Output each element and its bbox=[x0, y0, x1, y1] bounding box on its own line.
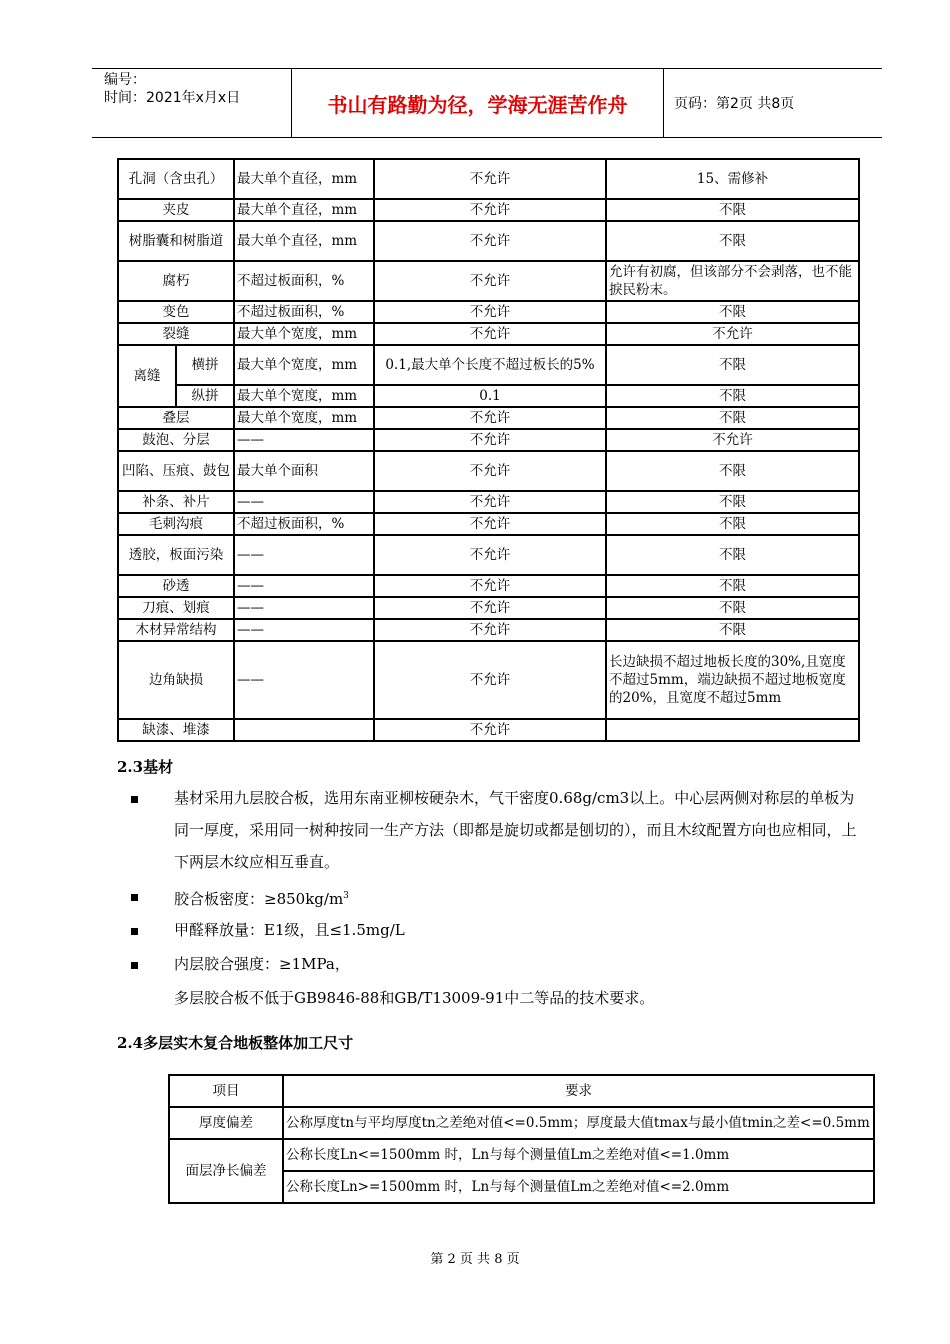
table-cell: 不允许 bbox=[374, 535, 606, 575]
table-cell: 不限 bbox=[606, 513, 859, 535]
table-row bbox=[169, 1139, 874, 1171]
table-cell: 不限 bbox=[606, 199, 859, 221]
table-cell: 不允许 bbox=[374, 199, 606, 221]
table-cell: 最大单个宽度，mm bbox=[234, 323, 374, 345]
table-cell: 长边缺损不超过地板长度的30%,且宽度不超过5mm，端边缺损不超过地板宽度的20%，且宽度不超过5mm bbox=[606, 641, 859, 719]
table-cell: 最大单个宽度，mm bbox=[234, 345, 374, 385]
table-cell: 面层净长偏差 bbox=[169, 1139, 283, 1203]
table-cell: —— bbox=[234, 535, 374, 575]
section-2-3-title: 2.3基材 bbox=[117, 758, 174, 776]
table-row bbox=[118, 261, 859, 301]
table-cell: 不允许 bbox=[374, 159, 606, 199]
defects-table bbox=[117, 158, 860, 742]
table-cell: 边角缺损 bbox=[118, 641, 234, 719]
table-row bbox=[118, 491, 859, 513]
table-cell: —— bbox=[234, 429, 374, 451]
table-cell: 公称长度Ln>=1500mm 时，Ln与每个测量值Lm之差绝对值<=2.0mm bbox=[283, 1171, 874, 1203]
table-cell: 最大单个直径，mm bbox=[234, 159, 374, 199]
table-row bbox=[118, 301, 859, 323]
table-cell: 砂透 bbox=[118, 575, 234, 597]
table-cell: 不限 bbox=[606, 597, 859, 619]
table-cell: 木材异常结构 bbox=[118, 619, 234, 641]
section-2-3-formaldehyde: 甲醛释放量：E1级，且≤1.5mg/L bbox=[174, 921, 405, 939]
defects-table-body bbox=[118, 159, 859, 741]
table-cell: 15、需修补 bbox=[606, 159, 859, 199]
table-cell: 不允许 bbox=[374, 491, 606, 513]
bullet-marker bbox=[131, 962, 138, 969]
table-row bbox=[118, 597, 859, 619]
table-cell: 叠层 bbox=[118, 407, 234, 429]
table-cell: 不超过板面积，% bbox=[234, 301, 374, 323]
table-cell: 夹皮 bbox=[118, 199, 234, 221]
table-cell: 变色 bbox=[118, 301, 234, 323]
table-row bbox=[118, 719, 859, 741]
table-cell: —— bbox=[234, 597, 374, 619]
table-cell: 不限 bbox=[606, 221, 859, 261]
section-2-3-standard: 多层胶合板不低于GB9846-88和GB/T13009-91中二等品的技术要求。 bbox=[174, 989, 655, 1007]
table-cell: 不允许 bbox=[374, 301, 606, 323]
table-cell: 不限 bbox=[606, 345, 859, 385]
table-cell: 不允许 bbox=[374, 513, 606, 535]
table-row bbox=[118, 429, 859, 451]
table-cell: 不允许 bbox=[374, 597, 606, 619]
table-cell: 透胶，板面污染 bbox=[118, 535, 234, 575]
header-motto: 书山有路勤为径，学海无涯苦作舟 bbox=[292, 69, 664, 137]
table-cell: 离缝 bbox=[118, 345, 176, 407]
table-cell: 不限 bbox=[606, 385, 859, 407]
table-cell: 公称厚度tn与平均厚度tn之差绝对值<=0.5mm；厚度最大值tmax与最小值tmin之差<=0.5mm bbox=[283, 1107, 874, 1139]
code-label: 编号： bbox=[104, 72, 146, 88]
table-row bbox=[118, 159, 859, 199]
table-cell: 最大单个直径，mm bbox=[234, 221, 374, 261]
table-cell: —— bbox=[234, 619, 374, 641]
table-cell: 厚度偏差 bbox=[169, 1107, 283, 1139]
table-cell: 不允许 bbox=[374, 641, 606, 719]
table-row bbox=[118, 641, 859, 719]
table-cell: 不超过板面积，% bbox=[234, 261, 374, 301]
bullet-marker bbox=[131, 894, 138, 901]
table-cell: 最大单个直径，mm bbox=[234, 199, 374, 221]
table-row bbox=[118, 221, 859, 261]
density-text: 胶合板密度：≥850kg/m bbox=[174, 890, 344, 908]
dimension-table bbox=[168, 1074, 875, 1204]
page-footer: 第 2 页 共 8 页 bbox=[430, 1252, 520, 1267]
table-cell: 补条、补片 bbox=[118, 491, 234, 513]
section-2-3-paragraph-1: 基材采用九层胶合板，选用东南亚柳桉硬杂木，气干密度0.68g/cm3以上。中心层两侧对称层的单板为同一厚度，采用同一树种按同一生产方法（即都是旋切或都是刨切的），而且木纹配置方向也应相同，上下两层木纹应相互垂直。 bbox=[174, 789, 857, 871]
header-cell: 项目 bbox=[169, 1075, 283, 1107]
section-2-3-bond-strength: 内层胶合强度：≥1MPa， bbox=[174, 955, 350, 973]
table-cell: 不允许 bbox=[374, 221, 606, 261]
table-row bbox=[118, 513, 859, 535]
table-cell: —— bbox=[234, 641, 374, 719]
table-cell: 不允许 bbox=[606, 429, 859, 451]
table-cell: 不超过板面积，% bbox=[234, 513, 374, 535]
table-cell: 不限 bbox=[606, 575, 859, 597]
table-cell: —— bbox=[234, 575, 374, 597]
bullet-marker bbox=[131, 796, 138, 803]
table-row bbox=[118, 451, 859, 491]
table-row bbox=[169, 1075, 874, 1107]
page-header bbox=[92, 68, 882, 138]
table-cell: 最大单个宽度，mm bbox=[234, 407, 374, 429]
table-row bbox=[118, 199, 859, 221]
table-cell: 不允许 bbox=[374, 323, 606, 345]
table-cell: 不允许 bbox=[374, 407, 606, 429]
table-cell: —— bbox=[234, 491, 374, 513]
table-cell: 腐朽 bbox=[118, 261, 234, 301]
table-cell: 不限 bbox=[606, 491, 859, 513]
table-cell: 裂缝 bbox=[118, 323, 234, 345]
table-row bbox=[118, 575, 859, 597]
time-label: 时间：2021年x月x日 bbox=[104, 90, 241, 106]
header-page-info: 页码：第2页 共8页 bbox=[674, 96, 795, 112]
table-row bbox=[118, 385, 859, 407]
table-cell: 不允许 bbox=[374, 451, 606, 491]
table-cell: 不限 bbox=[606, 535, 859, 575]
table-cell: 凹陷、压痕、鼓包 bbox=[118, 451, 234, 491]
table-cell: 刀痕、划痕 bbox=[118, 597, 234, 619]
table-row bbox=[118, 345, 859, 385]
table-row bbox=[118, 323, 859, 345]
table-row bbox=[118, 407, 859, 429]
table-row bbox=[169, 1107, 874, 1139]
table-cell: 不允许 bbox=[374, 261, 606, 301]
table-cell: 不限 bbox=[606, 301, 859, 323]
table-cell: 缺漆、堆漆 bbox=[118, 719, 234, 741]
table-cell: 树脂囊和树脂道 bbox=[118, 221, 234, 261]
table-cell: 0.1,最大单个长度不超过板长的5% bbox=[374, 345, 606, 385]
header-meta bbox=[92, 69, 292, 137]
table-cell: 允许有初腐，但该部分不会剥落，也不能捩民粉末。 bbox=[606, 261, 859, 301]
table-cell: 不允许 bbox=[606, 323, 859, 345]
section-2-3-density bbox=[174, 880, 864, 915]
table-cell: 不限 bbox=[606, 451, 859, 491]
density-superscript: 3 bbox=[343, 891, 349, 901]
table-cell: 不限 bbox=[606, 407, 859, 429]
table-cell: 公称长度Ln<=1500mm 时，Ln与每个测量值Lm之差绝对值<=1.0mm bbox=[283, 1139, 874, 1171]
table-cell: 鼓泡、分层 bbox=[118, 429, 234, 451]
table-row bbox=[118, 619, 859, 641]
table-cell: 最大单个宽度，mm bbox=[234, 385, 374, 407]
table-cell: 不允许 bbox=[374, 619, 606, 641]
table-cell: 纵拼 bbox=[176, 385, 234, 407]
table-cell: 不允许 bbox=[374, 719, 606, 741]
table-cell bbox=[234, 719, 374, 741]
table-cell bbox=[606, 719, 859, 741]
table-row bbox=[118, 535, 859, 575]
table-cell: 最大单个面积 bbox=[234, 451, 374, 491]
table-cell: 不允许 bbox=[374, 575, 606, 597]
table-cell: 孔洞（含虫孔） bbox=[118, 159, 234, 199]
table-cell: 0.1 bbox=[374, 385, 606, 407]
table-cell: 毛刺沟痕 bbox=[118, 513, 234, 535]
table-cell: 不允许 bbox=[374, 429, 606, 451]
table-cell: 不限 bbox=[606, 619, 859, 641]
table-cell: 横拼 bbox=[176, 345, 234, 385]
bullet-marker bbox=[131, 928, 138, 935]
section-2-4-title: 2.4多层实木复合地板整体加工尺寸 bbox=[117, 1034, 354, 1052]
header-cell: 要求 bbox=[283, 1075, 874, 1107]
